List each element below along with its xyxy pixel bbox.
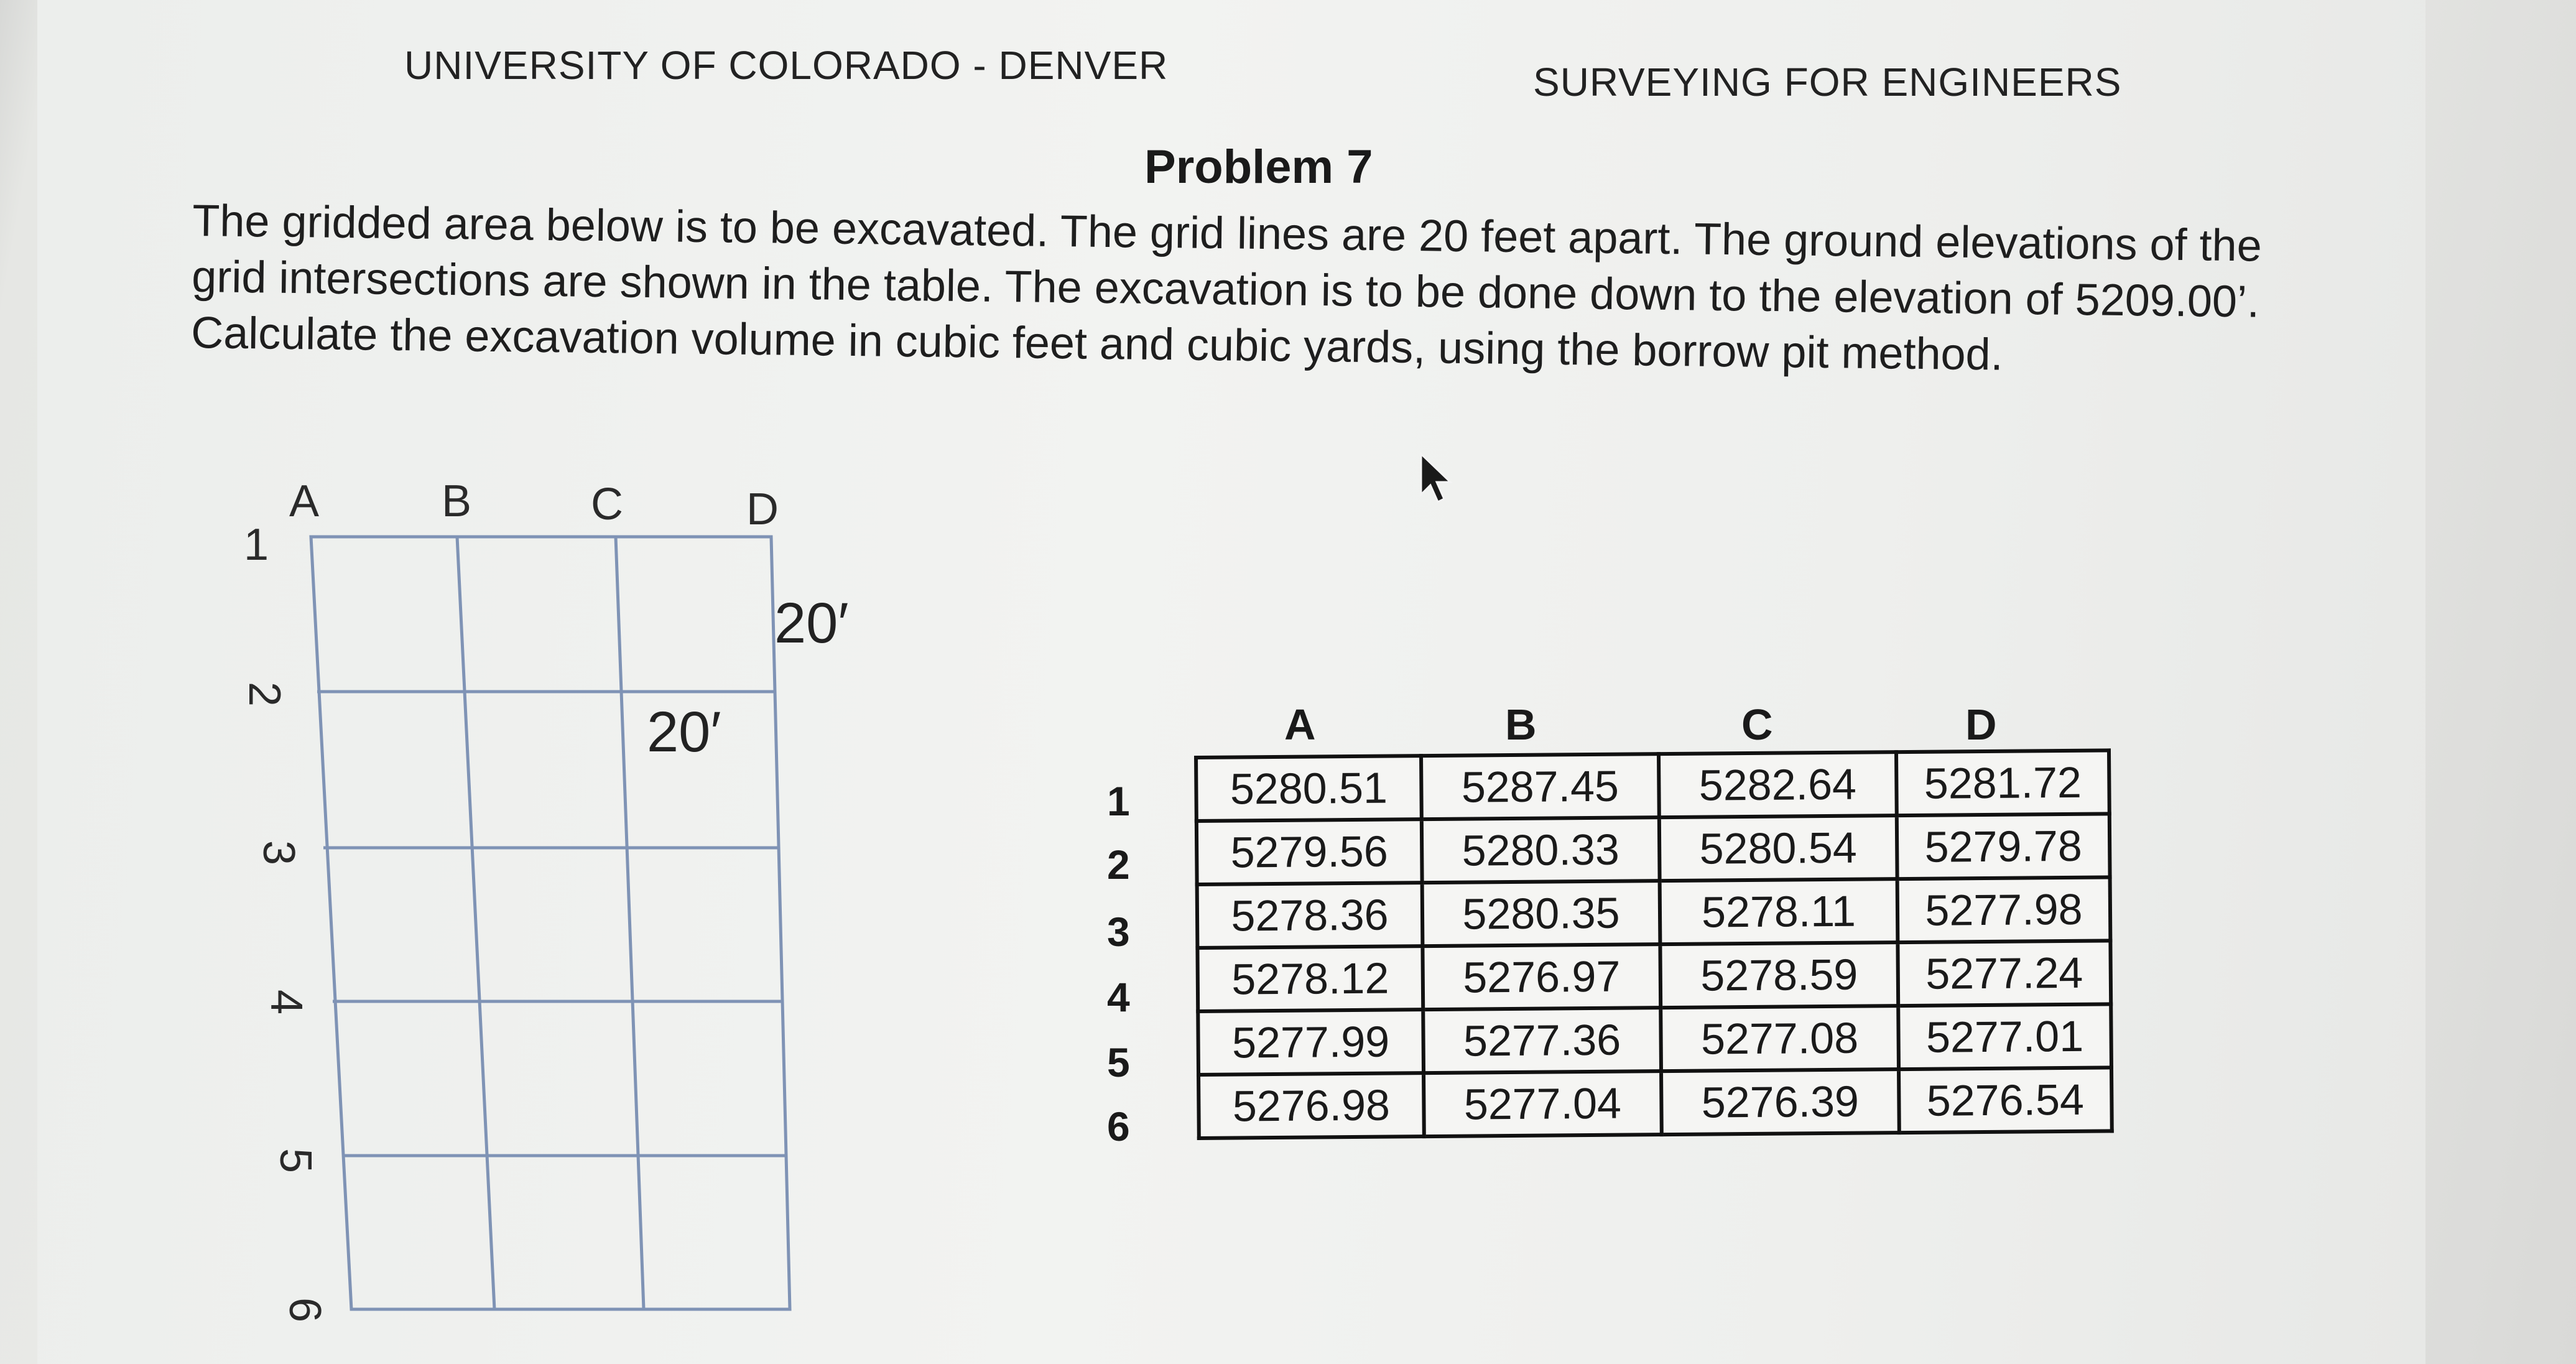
table-cell: 5277.04	[1424, 1071, 1662, 1136]
table-cell: 5276.98	[1198, 1073, 1424, 1138]
table-cell: 5278.11	[1660, 879, 1898, 944]
table-row-header-2: 2	[1107, 842, 1130, 888]
table-cell: 5277.98	[1897, 877, 2111, 942]
table-cell: 5280.51	[1196, 756, 1422, 821]
problem-title: Problem 7	[1144, 141, 1373, 193]
grid-lines	[311, 537, 790, 1309]
table-row-header-5: 5	[1107, 1039, 1130, 1085]
table-cell: 5277.36	[1423, 1008, 1661, 1073]
table-row	[1198, 1067, 2112, 1138]
table-row-header-4: 4	[1107, 974, 1130, 1020]
grid-col-label-a: A	[289, 476, 320, 526]
table-cell: 5278.36	[1197, 883, 1423, 948]
grid-col-label-d: D	[746, 485, 779, 534]
table-col-header-a: A	[1284, 700, 1316, 749]
table-row-header-3: 3	[1107, 909, 1130, 955]
table-col-header-d: D	[1965, 700, 1997, 749]
table-cell: 5280.33	[1422, 817, 1660, 883]
table-cell: 5282.64	[1659, 752, 1897, 817]
grid-line-b	[457, 537, 494, 1309]
table-row	[1197, 877, 2111, 948]
mouse-pointer-icon	[1418, 451, 1455, 510]
table-cell: 5276.97	[1422, 944, 1661, 1009]
table-cell: 5276.54	[1899, 1067, 2112, 1133]
grid-col-label-b: B	[442, 476, 472, 526]
grid-row-label-1: 1	[244, 520, 269, 570]
table-cell: 5277.08	[1661, 1006, 1899, 1071]
table-row	[1198, 1004, 2111, 1075]
table-cell: 5279.56	[1197, 819, 1422, 884]
dimension-right: 20′	[774, 592, 849, 655]
table-cell: 5279.78	[1897, 814, 2110, 879]
elevation-table	[1194, 748, 2114, 1140]
table-cell: 5280.35	[1422, 881, 1661, 946]
table-row	[1197, 814, 2110, 884]
table-cell: 5277.24	[1897, 940, 2111, 1006]
table-cell: 5280.54	[1659, 815, 1897, 881]
table-row-header-1: 1	[1107, 778, 1130, 824]
table-row-header-6: 6	[1107, 1103, 1130, 1149]
table-cell: 5278.59	[1660, 942, 1898, 1008]
grid-row-label-3: 3	[254, 840, 304, 866]
table-cell: 5277.99	[1198, 1009, 1424, 1075]
header-course: SURVEYING FOR ENGINEERS	[1533, 60, 2122, 104]
grid-line-c	[616, 537, 644, 1309]
table-row	[1196, 750, 2110, 821]
grid-col-label-c: C	[591, 480, 623, 529]
grid-row-label-5: 5	[271, 1148, 321, 1174]
grid-row-label-4: 4	[261, 989, 312, 1015]
table-col-header-b: B	[1505, 700, 1537, 749]
table-cell: 5276.39	[1661, 1069, 1899, 1134]
table-cell: 5287.45	[1421, 754, 1659, 819]
grid-row-label-6: 6	[280, 1297, 330, 1323]
table-row	[1197, 940, 2111, 1011]
problem-statement: The gridded area below is to be excavated. The grid lines are 20 feet apart. The ground elevations of the grid intersections are shown in the table. The excavation is to be done down to the elevation of 5209.00’. Calculate the excavation volume in cubic feet and cubic yards, using the borrow pit method.	[190, 195, 2263, 380]
table-col-header-c: C	[1741, 700, 1773, 749]
table-cell: 5277.01	[1898, 1004, 2111, 1069]
dimension-inner: 20′	[647, 700, 721, 764]
grid-row-label-2: 2	[239, 681, 290, 707]
table-cell: 5278.12	[1197, 946, 1423, 1011]
table-cell: 5281.72	[1896, 750, 2110, 815]
grid-border	[311, 537, 790, 1309]
header-university: UNIVERSITY OF COLORADO - DENVER	[404, 43, 1169, 88]
